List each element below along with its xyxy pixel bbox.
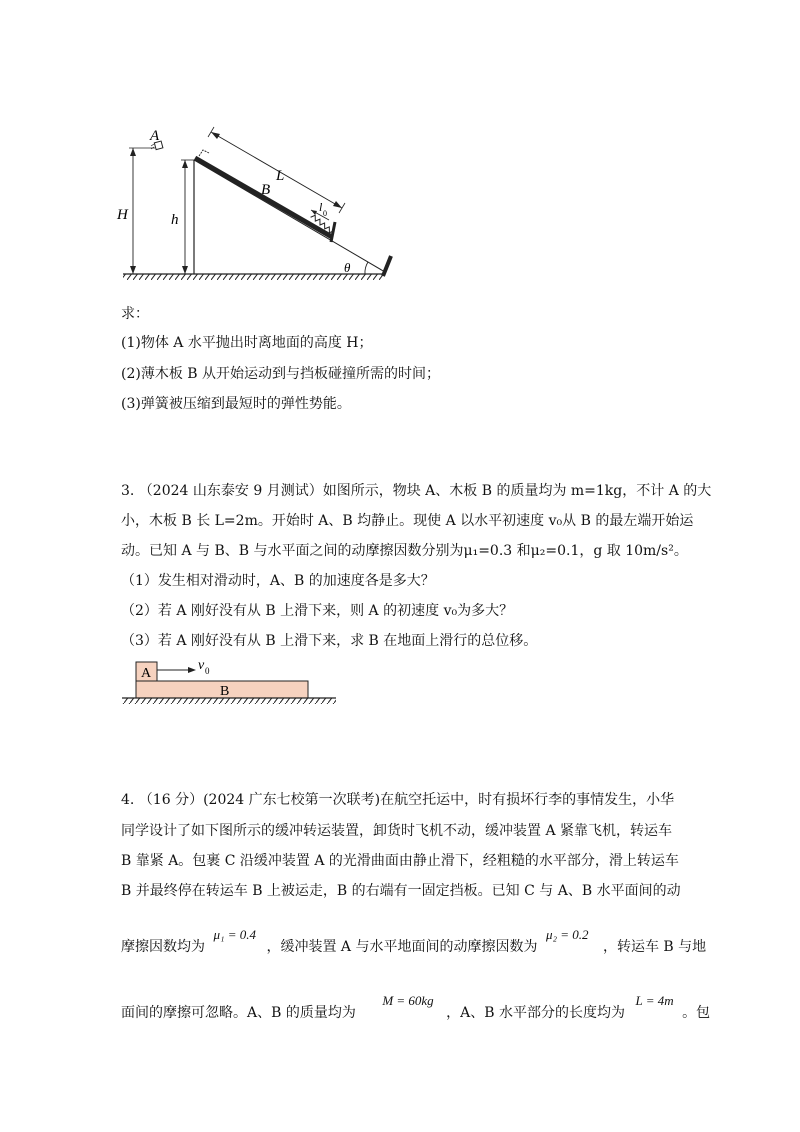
mu2-equation: μ₂ = 0.2 <box>545 927 589 942</box>
label-h: h <box>171 212 179 228</box>
mass-equation: M = 60kg <box>382 993 434 1008</box>
q4-line-6-text-a: 面间的摩擦可忽略。A、B 的质量均为 <box>121 1005 356 1021</box>
q4-line-5-text-a: 摩擦因数均为 <box>121 939 205 955</box>
corner-mark <box>199 150 209 156</box>
label-B: B <box>261 182 271 198</box>
q3-line-3: 动。已知 A 与 B、B 与水平面之间的动摩擦因数分别为μ₁=0.3 和μ₂=0.1，g 取 10m/s²。 <box>121 543 688 559</box>
velocity-arrow <box>157 667 196 673</box>
q4-line-4: B 并最终停在转运车 B 上被运走，B 的右端有一固定挡板。已知 C 与 A、B 水平面间的动 <box>121 883 681 899</box>
label-B: B <box>220 684 230 699</box>
label-v-sub: 0 <box>205 666 210 676</box>
incline-figure <box>115 120 405 285</box>
sub-question-2: (2)薄木板 B 从开始运动到与挡板碰撞所需的时间； <box>121 366 441 382</box>
block-board-figure <box>118 655 343 707</box>
q3-line-1: 3. （2024 山东泰安 9 月测试）如图所示，物块 A、木板 B 的质量均为 m=1kg，不计 A 的大 <box>121 483 712 499</box>
label-A: A <box>141 666 152 681</box>
q4-line-5-text-b: ，缓冲装置 A 与水平地面间的动摩擦因数为 <box>266 939 538 955</box>
q3-sub-question-3: （3）若 A 刚好没有从 B 上滑下来，求 B 在地面上滑行的总位移。 <box>121 633 538 649</box>
barrier <box>383 256 391 276</box>
q4-line-3: B 靠紧 A。包裹 C 沿缓冲装置 A 的光滑曲面由静止滑下，经粗糙的水平部分，滑上转运车 <box>121 853 679 869</box>
q4-line-1: 4. （16 分）(2024 广东七校第一次联考)在航空托运中，时有损坏行李的事情发生，小华 <box>121 792 675 808</box>
theta-arc <box>365 262 368 274</box>
height-H-dimension <box>129 148 155 274</box>
q3-line-2: 小，木板 B 长 L=2m。开始时 A、B 均静止。现使 A 以水平初速度 v₀从 B 的最左端开始运 <box>121 513 694 529</box>
label-L: L <box>276 168 285 184</box>
length-equation: L = 4m <box>635 993 674 1008</box>
q4-line-2: 同学设计了如下图所示的缓冲转运装置，卸货时飞机不动，缓冲装置 A 紧靠飞机，转运车 <box>121 823 673 839</box>
label-l0-sub: 0 <box>323 209 327 218</box>
q4-line-6-text-c: 。包 <box>682 1005 711 1021</box>
sub-question-3: (3)弹簧被压缩到最短时的弹性势能。 <box>121 396 351 412</box>
q4-line-5 <box>121 927 707 957</box>
spring-stopper <box>331 222 335 242</box>
label-l0: l <box>319 200 323 214</box>
q4-line-6 <box>121 993 711 1023</box>
height-h-dimension <box>181 160 195 274</box>
mu1-equation: μ₁ = 0.4 <box>213 927 257 942</box>
label-theta: θ <box>344 260 351 275</box>
question-prompt: 求： <box>121 306 149 322</box>
label-v: v <box>198 658 205 673</box>
q4-line-6-text-b: ，A、B 水平部分的长度均为 <box>446 1005 625 1021</box>
q3-sub-question-2: （2）若 A 刚好没有从 B 上滑下来，则 A 的初速度 v₀为多大？ <box>121 603 514 619</box>
label-H: H <box>117 207 128 223</box>
q3-sub-question-1: （1）发生相对滑动时，A、B 的加速度各是多大？ <box>121 573 435 589</box>
label-A: A <box>150 128 160 144</box>
q4-line-5-text-c: ，转运车 B 与地 <box>602 939 707 955</box>
sub-question-1: (1)物体 A 水平抛出时离地面的高度 H； <box>121 335 373 351</box>
